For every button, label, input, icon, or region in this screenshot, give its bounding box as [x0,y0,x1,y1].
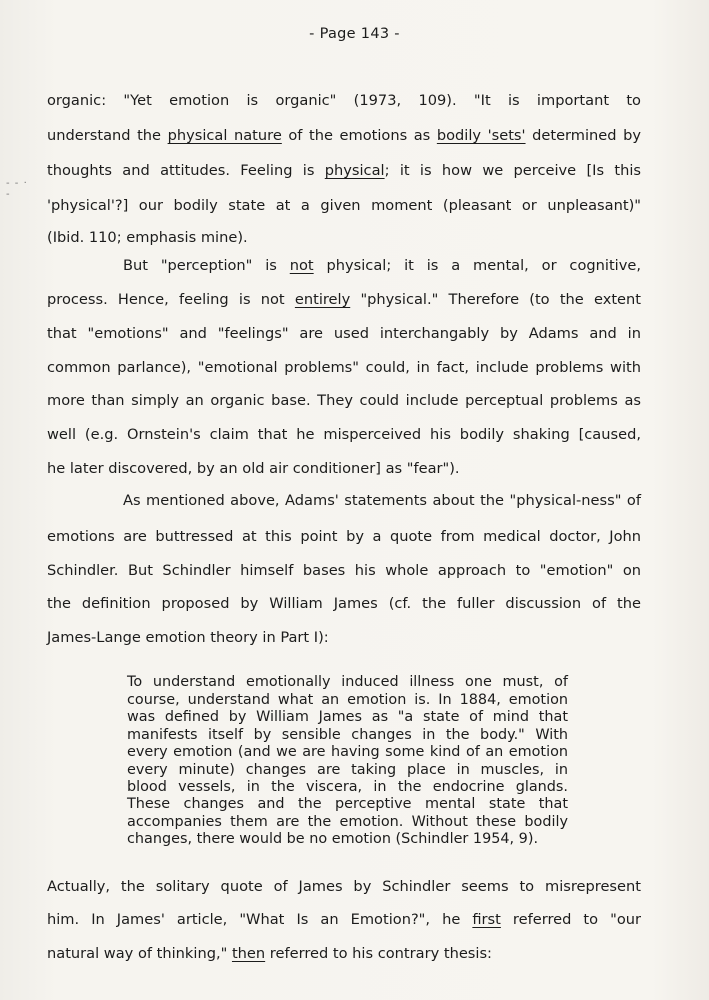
quote-line: every emotion (and we are having some kind of an emotion [127,744,568,760]
body-line: he later discovered, by an old air conditioner] as "fear"). [47,460,460,477]
body-line: the definition proposed by William James (cf. the fuller discussion of the [47,595,641,612]
body-line: Schindler. But Schindler himself bases his whole approach to "emotion" on [47,562,641,579]
body-line: As mentioned above, Adams' statements about the "physical-ness" of [123,492,641,509]
body-line: process. Hence, feeling is not entirely "physical." Therefore (to the extent [47,291,641,308]
quote-line: blood vessels, in the viscera, in the endocrine glands. [127,779,568,795]
quote-line: course, understand what an emotion is. In 1884, emotion [127,692,568,708]
quote-line: changes, there would be no emotion (Schindler 1954, 9). [127,831,539,847]
margin-pencil-mark: - - · - [6,178,28,200]
body-line: common parlance), "emotional problems" could, in fact, include problems with [47,359,641,376]
body-line: emotions are buttressed at this point by a quote from medical doctor, John [47,528,641,545]
underlined-text: physical nature [167,127,282,144]
body-line: thoughts and attitudes. Feeling is physical; it is how we perceive [Is this [47,162,641,179]
body-line: But "perception" is not physical; it is a mental, or cognitive, [123,257,641,274]
body-line: James-Lange emotion theory in Part I): [47,629,329,646]
quote-line: These changes and the perceptive mental state that [127,796,568,812]
body-line: that "emotions" and "feelings" are used interchangably by Adams and in [47,325,641,342]
page-header: - Page 143 - [309,26,400,42]
body-line: Actually, the solitary quote of James by Schindler seems to misrepresent [47,878,641,895]
body-line: more than simply an organic base. They could include perceptual problems as [47,392,641,409]
body-line: organic: "Yet emotion is organic" (1973, 109). "It is important to [47,92,641,109]
underlined-text: not [289,257,314,274]
quote-line: every minute) changes are taking place in muscles, in [127,762,568,778]
body-line: understand the physical nature of the emotions as bodily 'sets' determined by [47,127,642,144]
body-line: him. In James' article, "What Is an Emotion?", he first referred to "our [47,911,641,928]
underlined-text: entirely [294,291,351,308]
body-line: 'physical'?] our bodily state at a given moment (pleasant or unpleasant)" [47,197,641,214]
underlined-text: bodily 'sets' [436,127,526,144]
body-line: natural way of thinking," then referred to his contrary thesis: [47,945,492,962]
quote-line: accompanies them are the emotion. Without these bodily [127,814,568,830]
quote-line: was defined by William James as "a state of mind that [127,709,568,725]
underlined-text: first [472,911,501,928]
quote-line: To understand emotionally induced illness one must, of [127,674,568,690]
underlined-text: physical [324,162,385,179]
body-line: well (e.g. Ornstein's claim that he misperceived his bodily shaking [caused, [47,426,641,443]
underlined-text: then [231,945,266,962]
quote-line: manifests itself by sensible changes in the body." With [127,727,568,743]
body-line: (Ibid. 110; emphasis mine). [47,229,248,246]
